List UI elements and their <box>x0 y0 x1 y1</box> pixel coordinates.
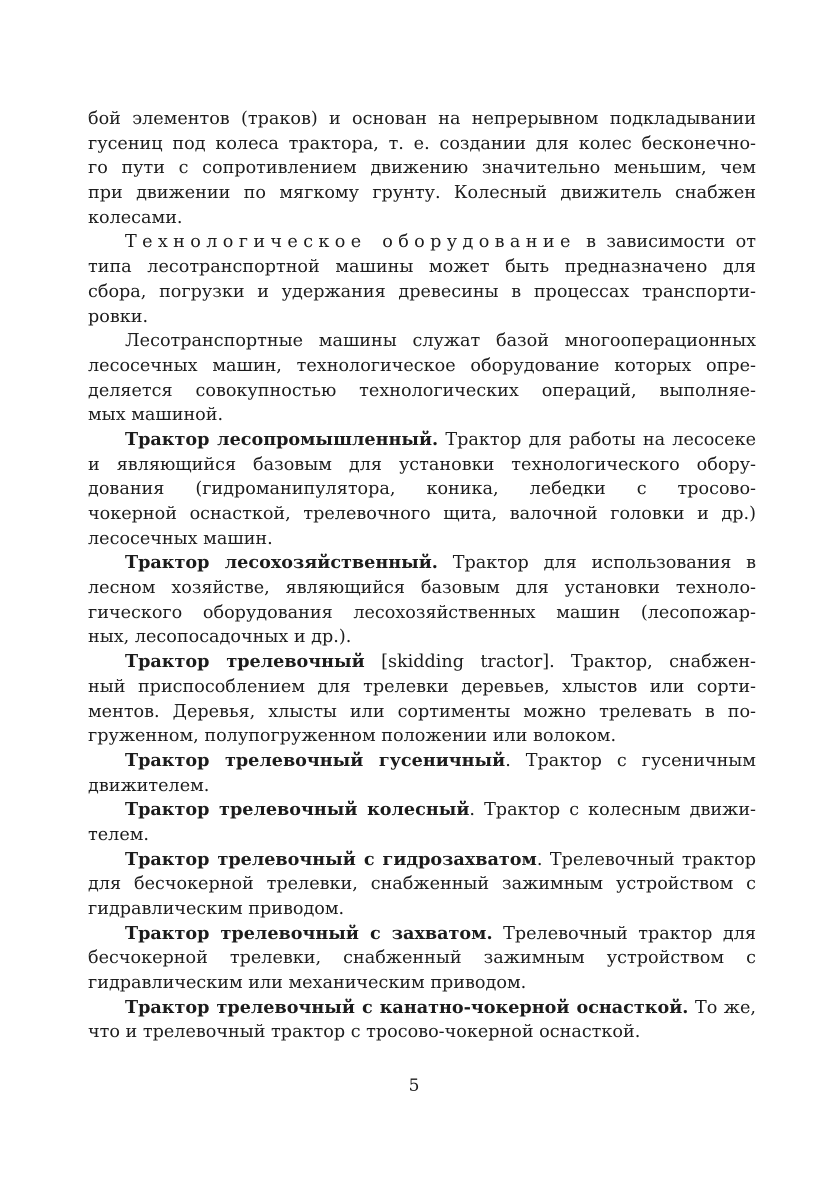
definition-hydraulic-grapple-skidder <box>88 848 756 922</box>
text-line: колесами. <box>88 207 183 228</box>
text-line: груженном, полупогруженном положении или волоком. <box>88 726 617 747</box>
first-line-tail: . Трелевочный трактор <box>536 849 756 870</box>
spaced-term: Технологическое оборудование <box>125 232 576 253</box>
text-line: гического оборудования лесохозяйственных машин (лесопожар- <box>88 602 756 623</box>
paragraph-transport-machines <box>88 329 756 428</box>
text-line: что и трелевочный трактор с тросово-чокерной оснасткой. <box>88 1022 641 1043</box>
term-heading: Трактор трелевочный с захватом. <box>125 922 493 944</box>
text-line: типа лесотранспортной машины может быть предназначено для <box>88 257 756 278</box>
text-line: мых машиной. <box>88 405 224 426</box>
text-line: движителем. <box>88 775 210 796</box>
term-heading: Трактор трелевочный колесный <box>125 799 470 821</box>
paragraph-first-line <box>88 428 756 453</box>
text-line: ных, лесопосадочных и др.). <box>88 627 352 648</box>
definition-cable-choker-skidder <box>88 996 756 1045</box>
text-line: лесосечных машин, технологическое оборудование которых опре- <box>88 355 756 376</box>
paragraph-first-line <box>88 551 756 576</box>
page-body <box>88 107 756 1045</box>
paragraph-first-line <box>88 996 756 1021</box>
first-line-tail: Трелевочный трактор для <box>503 923 756 944</box>
text-line: гидравлическим приводом. <box>88 899 345 919</box>
text-line: для бесчокерной трелевки, снабженный зажимным устройством с <box>88 874 756 895</box>
definition-crawler-skidder <box>88 749 756 798</box>
term-heading: Трактор трелевочный гусеничный <box>125 749 506 771</box>
paragraph-first-line <box>88 798 756 823</box>
text-line: сбора, погрузки и удержания древесины в процессах транспорти- <box>88 281 756 302</box>
paragraph-first-line <box>88 749 756 774</box>
first-line-tail: . Трактор с колесным движи- <box>469 800 756 821</box>
term-heading: Трактор трелевочный <box>125 651 365 673</box>
text-line: телем. <box>88 824 150 845</box>
text-line: бесчокерной трелевки, снабженный зажимным устройством с <box>88 948 756 969</box>
paragraph-first-line <box>88 922 756 947</box>
term-heading: Трактор лесопромышленный. <box>125 428 439 450</box>
text-line: ный приспособлением для трелевки деревьев, хлыстов или сорти- <box>88 676 756 697</box>
first-line-tail: . Трактор с гусеничным <box>505 750 756 771</box>
page-number: 5 <box>408 1076 420 1096</box>
text-line: ментов. Деревья, хлысты или сортименты можно трелевать в по- <box>88 701 756 722</box>
text-line: при движении по мягкому грунту. Колесный движитель снабжен <box>88 183 756 204</box>
paragraph-first-line <box>88 230 756 255</box>
definition-forestry-tractor <box>88 551 756 650</box>
text-line: Лесотранспортные машины служат базой многооперационных <box>125 331 756 352</box>
first-line-tail: Трактор для работы на лесосеке <box>445 429 756 450</box>
text-line: дования (гидроманипулятора, коника, лебедки с тросово- <box>88 479 756 500</box>
text-line: го пути с сопротивлением движению значительно меньшим, чем <box>88 158 756 179</box>
definition-wheeled-skidder <box>88 798 756 847</box>
text-line: и являющийся базовым для установки технологического обору- <box>88 454 756 475</box>
text-line: лесосечных машин. <box>88 528 273 549</box>
text-line: ровки. <box>88 306 149 327</box>
first-line-tail: в зависимости от <box>586 232 756 253</box>
first-line-tail: Трактор для использования в <box>452 553 756 574</box>
text-line: лесном хозяйстве, являющийся базовым для установки техноло- <box>88 578 756 599</box>
first-line-tail: [skidding tractor]. Трактор, снабжен- <box>381 652 756 673</box>
term-heading: Трактор лесохозяйственный. <box>125 552 438 574</box>
text-line: гидравлическим или механическим приводом. <box>88 973 527 994</box>
first-line-tail: То же, <box>694 997 756 1018</box>
text-line: гусениц под колеса трактора, т. е. создании для колес бесконечно- <box>88 133 756 154</box>
paragraph-first-line <box>88 848 756 873</box>
text-line: деляется совокупностью технологических операций, выполняе- <box>88 380 756 401</box>
definition-skidding-tractor <box>88 650 756 749</box>
text-line: чокерной оснасткой, трелевочного щита, валочной головки и др.) <box>88 504 756 524</box>
term-heading: Трактор трелевочный с канатно-чокерной оснасткой. <box>125 996 689 1018</box>
paragraph-technological-equipment <box>88 230 756 329</box>
paragraph-first-line <box>88 650 756 675</box>
definition-logging-tractor <box>88 428 756 551</box>
term-heading: Трактор трелевочный с гидрозахватом <box>125 848 537 870</box>
paragraph-continuation <box>88 107 756 230</box>
definition-grapple-skidder <box>88 922 756 996</box>
text-line: бой элементов (траков) и основан на непрерывном подкладывании <box>88 109 756 129</box>
